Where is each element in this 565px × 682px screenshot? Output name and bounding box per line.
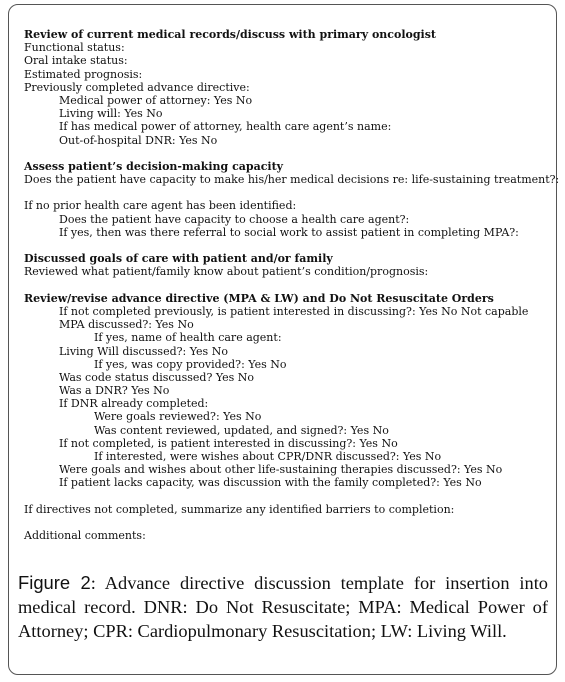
template-line: Reviewed what patient/family know about patient’s condition/prognosis: [24,265,429,279]
template-line: If has medical power of attorney, health care agent’s name: [59,120,392,134]
template-line: If no prior health care agent has been identified: [24,199,297,213]
section-spacer [24,516,549,529]
template-line: Out-of-hospital DNR: Yes No [59,133,218,147]
template-line: Living Will discussed?: Yes No [59,344,228,358]
section-heading: Review of current medical records/discuss with primary oncologist [24,28,436,41]
template-line: If not completed previously, is patient interested in discussing?: Yes No Not capable [59,304,529,318]
template-line: Does the patient have capacity to choose a health care agent?: [59,212,410,226]
template-line: MPA discussed?: Yes No [59,318,194,332]
template-line: Was a DNR? Yes No [59,384,170,398]
template-line: If DNR already completed: [59,397,209,411]
section-spacer [24,490,549,503]
template-line: Functional status: [24,41,125,55]
blank-line [24,186,549,199]
figure-caption [18,571,548,643]
template-line: Was code status discussed? Yes No [59,370,255,384]
template-line: If yes, was copy provided?: Yes No [94,357,287,371]
template-document [24,28,560,543]
template-line: Does the patient have capacity to make his/her medical decisions re: life-sustaining treatment?: [24,173,560,187]
footer-line: If directives not completed, summarize any identified barriers to completion: [24,502,455,516]
footer-line: Additional comments: [24,529,146,543]
template-line: If patient lacks capacity, was discussion with the family completed?: Yes No [59,476,482,490]
template-line: Oral intake status: [24,54,128,68]
template-line: Living will: Yes No [59,107,163,121]
template-line: Estimated prognosis: [24,67,143,81]
template-line: If not completed, is patient interested in discussing?: Yes No [59,436,398,450]
template-line: Previously completed advance directive: [24,80,250,94]
section-spacer [24,279,549,292]
section-heading: Discussed goals of care with patient and/or family [24,252,333,266]
template-line: Medical power of attorney: Yes No [59,93,253,107]
template-line: Was content reviewed, updated, and signed?: Yes No [94,423,389,437]
section-heading: Review/revise advance directive (MPA & LW) and Do Not Resuscitate Orders [24,291,494,305]
section-spacer [24,147,549,160]
template-line: If yes, then was there referral to social work to assist patient in completing MPA?: [59,225,519,239]
template-line: Were goals and wishes about other life-sustaining therapies discussed?: Yes No [59,463,503,477]
section-heading: Assess patient’s decision-making capacity [24,159,284,173]
template-line: Were goals reviewed?: Yes No [94,410,262,424]
section-spacer [24,239,549,252]
caption-text: : Advance directive discussion template for insertion into medical record. DNR: Do Not Resuscitate; MPA: Medical Power of Attorney; CPR: Cardiopulmonary Resuscitation; LW: Living Will. [18,573,549,641]
figure-label: Figure 2 [18,572,91,593]
template-line: If interested, were wishes about CPR/DNR discussed?: Yes No [94,450,442,463]
template-line: If yes, name of health care agent: [94,331,282,345]
